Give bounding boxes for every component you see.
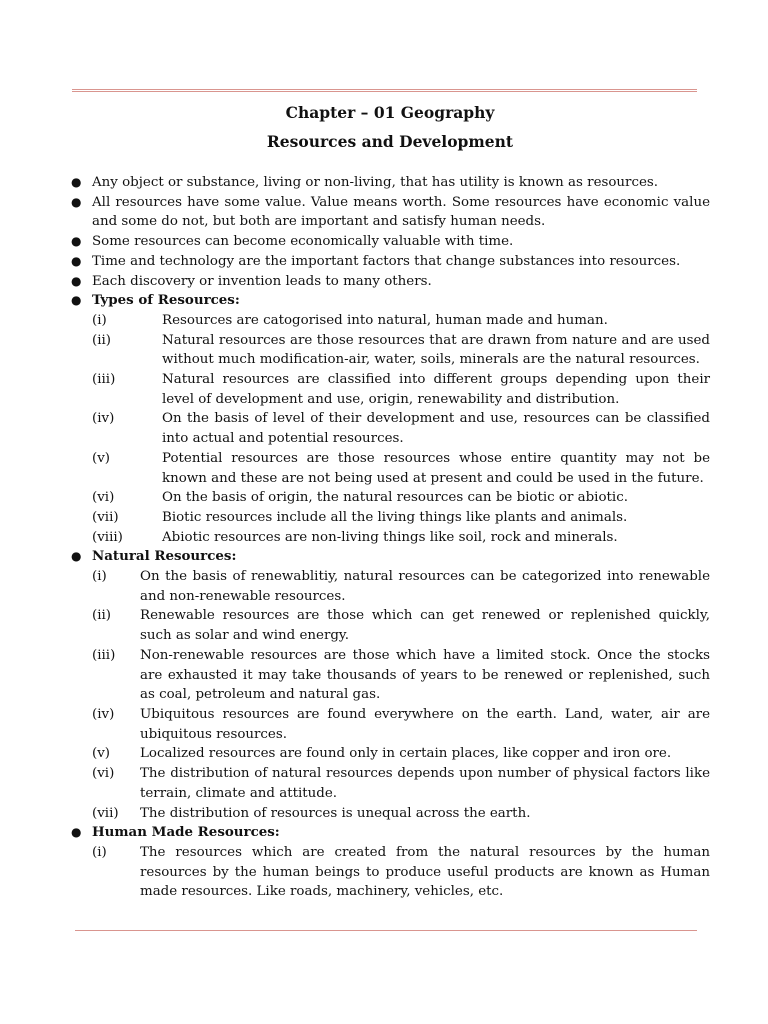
list-item: (v) Potential resources are those resources whose entire quantity may not be known and these are not being used at present and could be used in the future.: [92, 450, 710, 486]
main-bullet-list: [70, 173, 710, 902]
section-heading: Human Made Resources:: [92, 824, 280, 841]
list-item: (vi) On the basis of origin, the natural resources can be biotic or abiotic.: [92, 490, 628, 506]
footer-rule: [75, 930, 697, 931]
list-item: (iii) Non-renewable resources are those which have a limited stock. Once the stocks are exhausted it may take thousands of years to be renewed or replenished, such as coal, petroleum and natural gas.: [92, 647, 710, 703]
list-item: (iii) Natural resources are classified into different groups depending upon their level of development and use, origin, renewability and distribution.: [92, 372, 710, 407]
section-natural-resources: [70, 547, 710, 823]
list-item: (i) Resources are catogorised into natural, human made and human.: [92, 312, 608, 328]
bullet-icon: ●: [71, 194, 82, 209]
bullet-icon: ●: [71, 234, 82, 249]
section-human-made-resources: [70, 823, 710, 902]
bullet-icon: ●: [71, 293, 82, 308]
chapter-subtitle: Resources and Development: [266, 132, 514, 151]
list-item: (iv) On the basis of level of their development and use, resources can be classified into actual and potential resources.: [92, 411, 710, 447]
section-types-of-resources: [70, 291, 710, 547]
human-made-list: [92, 843, 710, 902]
list-item: ● Some resources can become economically valuable with time.: [70, 232, 710, 252]
header-rule: [72, 89, 697, 92]
bullet-icon: ●: [71, 175, 82, 189]
section-heading: Types of Resources:: [92, 292, 240, 309]
list-item: ● Any object or substance, living or non-living, that has utility is known as resources.: [70, 173, 710, 193]
natural-list: [92, 567, 710, 823]
bullet-icon: ●: [71, 549, 82, 564]
chapter-title: Chapter – 01 Geography: [285, 103, 495, 122]
list-item: ● Each discovery or invention leads to many others.: [70, 272, 710, 292]
list-item: ● All resources have some value. Value means worth. Some resources have economic value and some do not, but both are important and satisfy human needs.: [71, 194, 710, 230]
list-item: (vii) The distribution of resources is unequal across the earth.: [92, 805, 531, 821]
list-item: (i) On the basis of renewablitiy, natural resources can be categorized into renewable and non-renewable resources.: [92, 569, 710, 604]
list-item: (i) The resources which are created from the natural resources by the human resources by the human beings to produce useful products are known as Human made resources. Like roads, machinery, vehicles, etc.: [92, 844, 710, 900]
list-item: (iv) Ubiquitous resources are found everywhere on the earth. Land, water, air are ubiquitous resources.: [92, 706, 710, 742]
list-item: ● Time and technology are the important factors that change substances into resources.: [70, 252, 710, 272]
list-item: (ii) Natural resources are those resources that are drawn from nature and are used without much modification-air, water, soils, minerals are the natural resources.: [92, 332, 710, 368]
list-item: (v) Localized resources are found only in certain places, like copper and iron ore.: [92, 746, 672, 762]
list-item: (viii) Abiotic resources are non-living things like soil, rock and minerals.: [92, 529, 618, 545]
list-item: (ii) Renewable resources are those which can get renewed or replenished quickly, such as solar and wind energy.: [92, 608, 710, 644]
list-item: (vi) The distribution of natural resources depends upon number of physical factors like terrain, climate and attitude.: [92, 766, 710, 801]
document-body: [70, 102, 710, 902]
types-list: [92, 311, 710, 547]
list-item: (vii) Biotic resources include all the living things like plants and animals.: [92, 509, 628, 525]
bullet-icon: ●: [71, 825, 82, 840]
bullet-icon: ●: [71, 273, 82, 288]
bullet-icon: ●: [71, 253, 82, 268]
section-heading: Natural Resources:: [92, 548, 237, 565]
